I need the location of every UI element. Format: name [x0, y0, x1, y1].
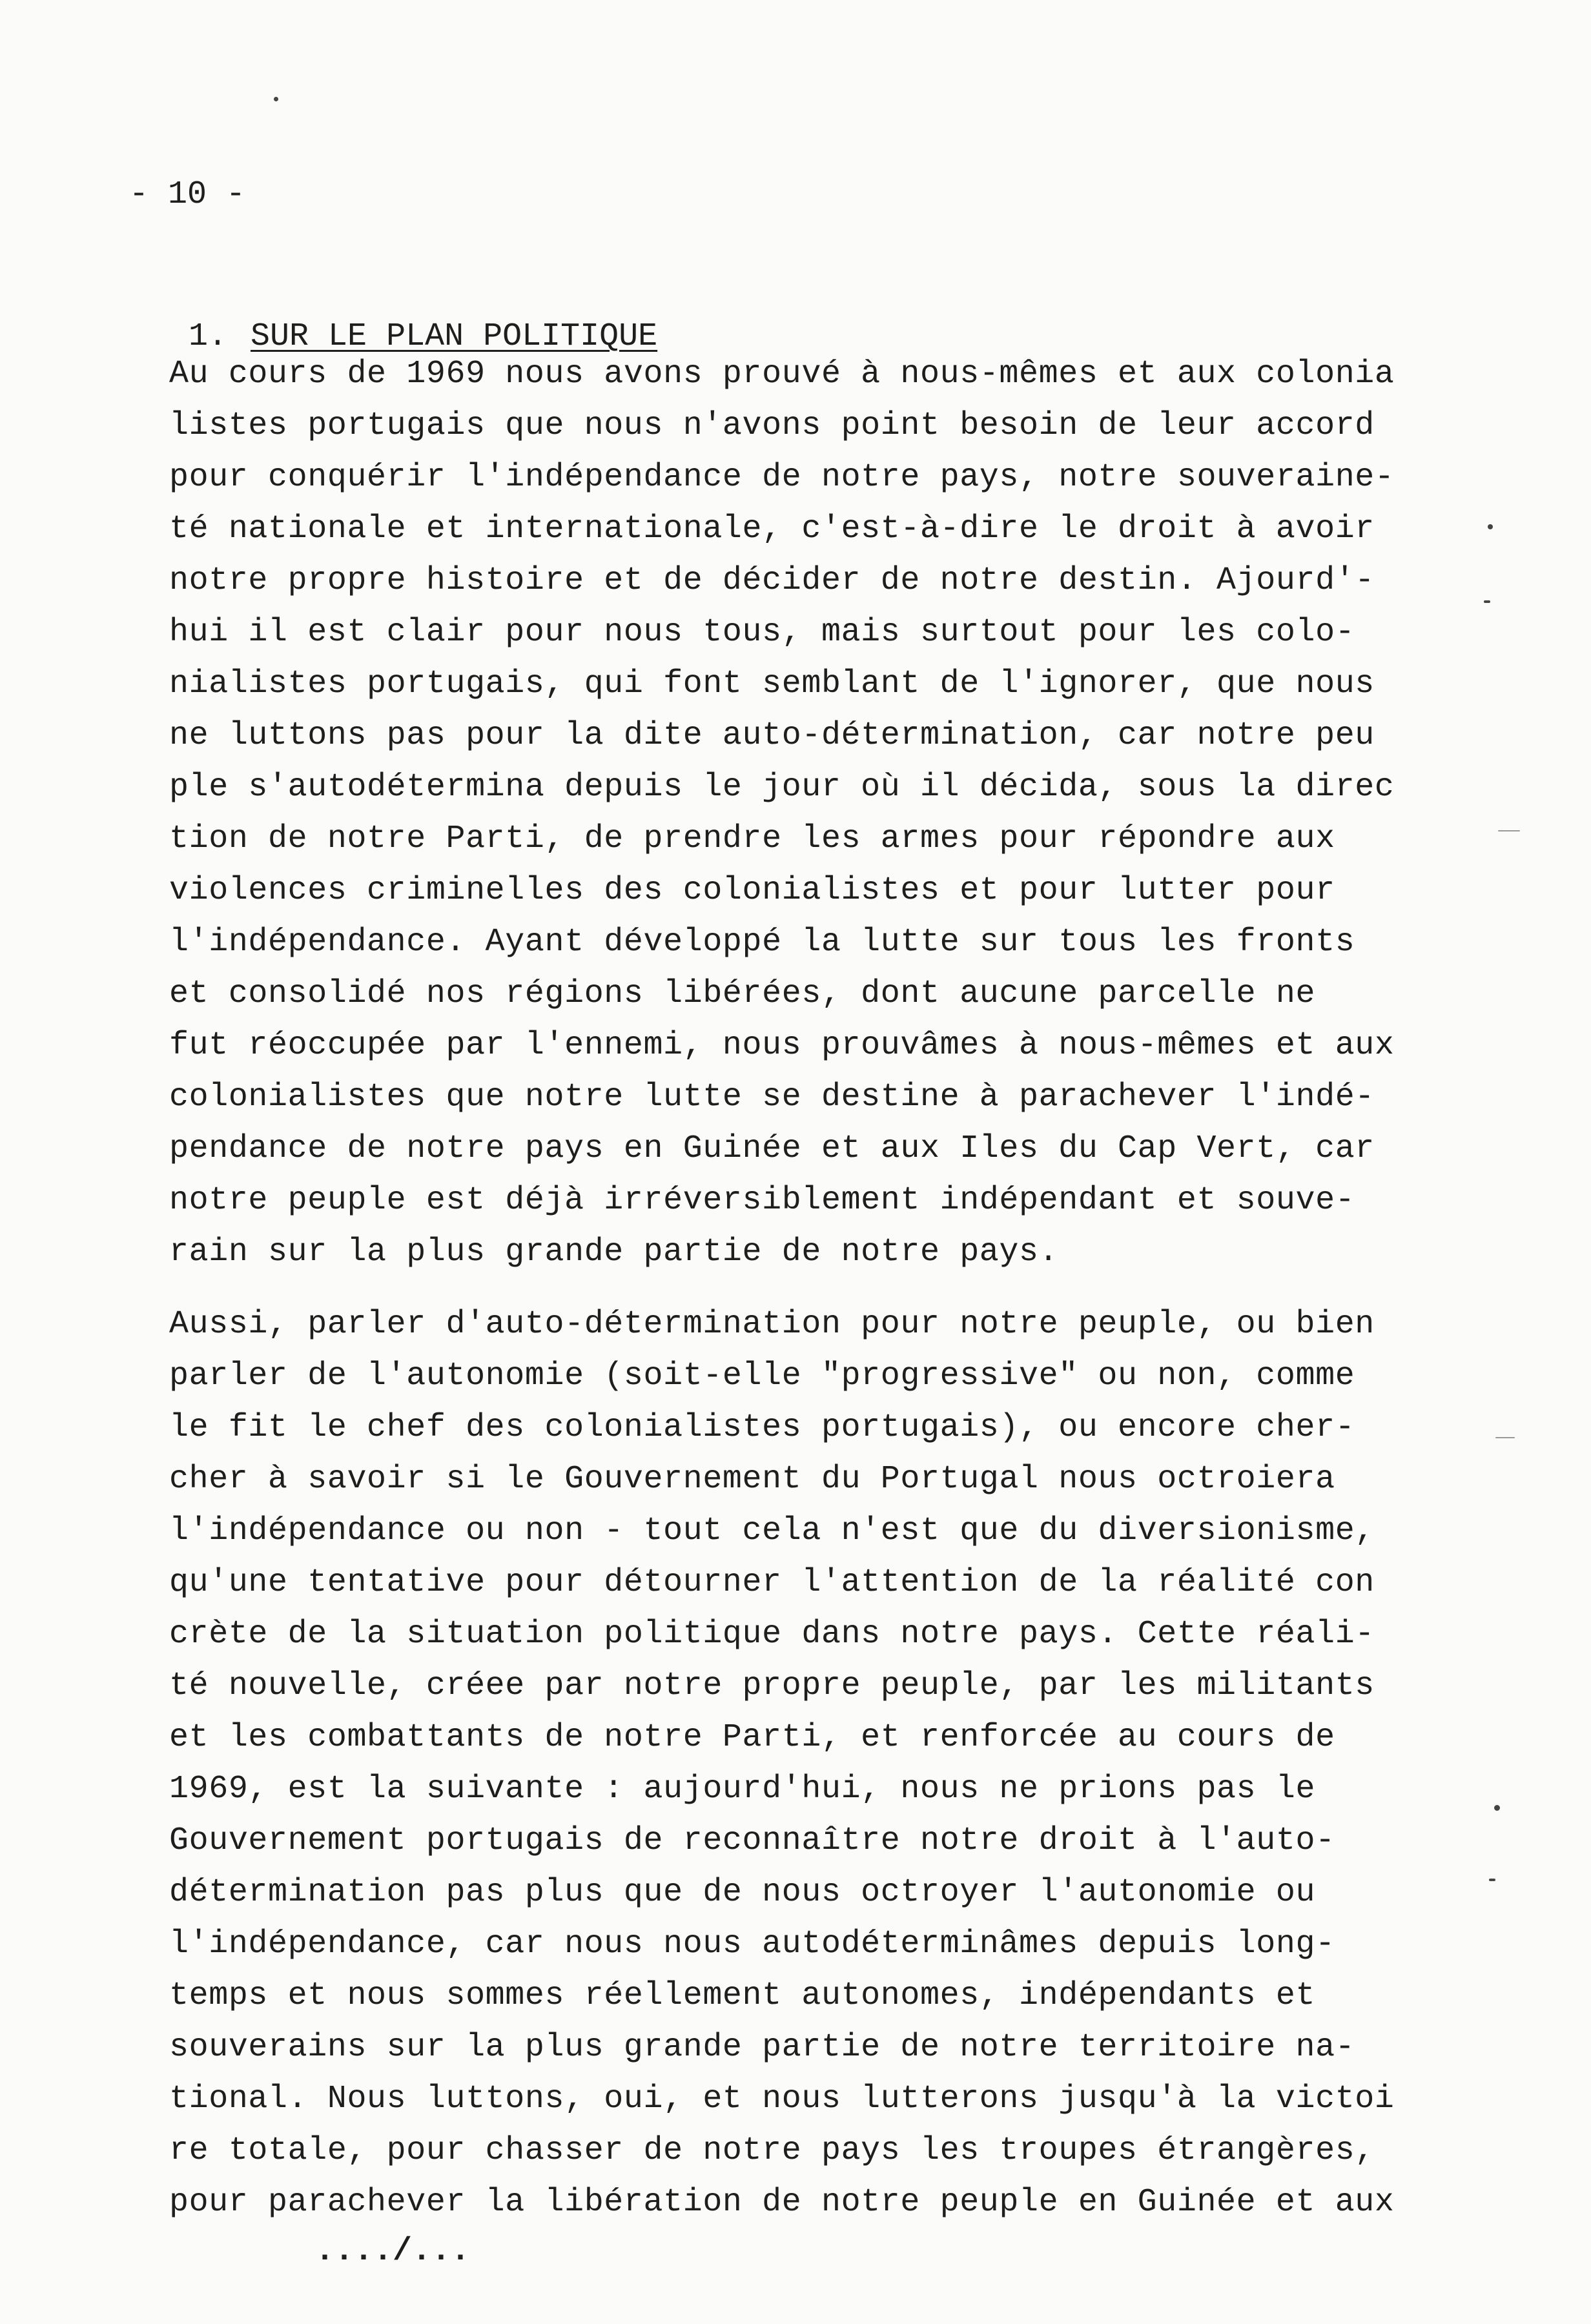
text-line: pour parachever la libération de notre peuple en Guinée et aux	[169, 2184, 1395, 2221]
paragraph-2	[169, 1299, 1461, 2228]
text-line: l'indépendance ou non - tout cela n'est que du diversionisme,	[169, 1513, 1375, 1549]
text-line: re totale, pour chasser de notre pays les troupes étrangères,	[169, 2132, 1375, 2169]
text-line: ne luttons pas pour la dite auto-détermination, car notre peu	[169, 717, 1375, 754]
text-line: l'indépendance, car nous nous autodéterminâmes depuis long-	[169, 1926, 1335, 1962]
text-line: détermination pas plus que de nous octroyer l'autonomie ou	[169, 1874, 1316, 1911]
text-line: 1969, est la suivante : aujourd'hui, nous ne prions pas le	[169, 1771, 1316, 1808]
text-line: tion de notre Parti, de prendre les armes pour répondre aux	[169, 821, 1335, 857]
scan-speck	[1489, 1879, 1495, 1881]
scan-speck	[1488, 524, 1493, 529]
text-line: hui il est clair pour nous tous, mais surtout pour les colo-	[169, 614, 1355, 651]
text-line: Au cours de 1969 nous avons prouvé à nous-mêmes et aux colonia	[169, 356, 1395, 392]
text-line: crète de la situation politique dans notre pays. Cette réali-	[169, 1616, 1375, 1653]
text-line: té nationale et internationale, c'est-à-dire le droit à avoir	[169, 511, 1375, 547]
text-line: notre propre histoire et de décider de notre destin. Ajourd'-	[169, 562, 1375, 599]
section-title: SUR LE PLAN POLITIQUE	[251, 318, 658, 355]
text-line: souverains sur la plus grande partie de notre territoire na-	[169, 2029, 1355, 2066]
text-line: Gouvernement portugais de reconnaître notre droit à l'auto-	[169, 1822, 1335, 1859]
text-line: tional. Nous luttons, oui, et nous lutterons jusqu'à la victoi	[169, 2081, 1395, 2117]
page-number: - 10 -	[129, 176, 246, 213]
text-line: fut réoccupée par l'ennemi, nous prouvâmes à nous-mêmes et aux	[169, 1027, 1395, 1064]
text-line: listes portugais que nous n'avons point besoin de leur accord	[169, 407, 1375, 444]
text-line: ple s'autodétermina depuis le jour où il décida, sous la direc	[169, 769, 1395, 806]
text-line: pendance de notre pays en Guinée et aux Iles du Cap Vert, car	[169, 1130, 1375, 1167]
text-line: rain sur la plus grande partie de notre pays.	[169, 1234, 1059, 1270]
text-line: colonialistes que notre lutte se destine à parachever l'indé-	[169, 1079, 1375, 1116]
text-line: pour conquérir l'indépendance de notre pays, notre souveraine-	[169, 459, 1395, 496]
text-line: temps et nous sommes réellement autonomes, indépendants et	[169, 1977, 1316, 2014]
text-line: qu'une tentative pour détourner l'attention de la réalité con	[169, 1564, 1375, 1601]
text-line: té nouvelle, créee par notre propre peuple, par les militants	[169, 1667, 1375, 1704]
scan-speck	[1494, 1805, 1500, 1811]
paragraph-1	[169, 349, 1461, 1278]
text-line: et les combattants de notre Parti, et renforcée au cours de	[169, 1719, 1335, 1756]
text-line: Aussi, parler d'auto-détermination pour notre peuple, ou bien	[169, 1306, 1375, 1343]
scan-speck	[1484, 600, 1490, 603]
text-line: parler de l'autonomie (soit-elle "progressive" ou non, comme	[169, 1358, 1355, 1394]
text-line: l'indépendance. Ayant développé la lutte sur tous les fronts	[169, 924, 1355, 961]
text-line: notre peuple est déjà irréversiblement indépendant et souve-	[169, 1182, 1355, 1219]
text-line: cher à savoir si le Gouvernement du Portugal nous octroiera	[169, 1461, 1335, 1498]
scan-speck	[1495, 1437, 1515, 1438]
section-number: 1.	[189, 318, 228, 355]
text-line: nialistes portugais, qui font semblant de l'ignorer, que nous	[169, 666, 1375, 702]
text-line: et consolidé nos régions libérées, dont aucune parcelle ne	[169, 975, 1316, 1012]
scan-speck	[274, 97, 278, 101]
text-line: le fit le chef des colonialistes portugais), ou encore cher-	[169, 1409, 1355, 1446]
continuation-mark: ..../...	[315, 2233, 471, 2270]
scan-speck	[1498, 830, 1520, 831]
text-line: violences criminelles des colonialistes et pour lutter pour	[169, 872, 1335, 909]
